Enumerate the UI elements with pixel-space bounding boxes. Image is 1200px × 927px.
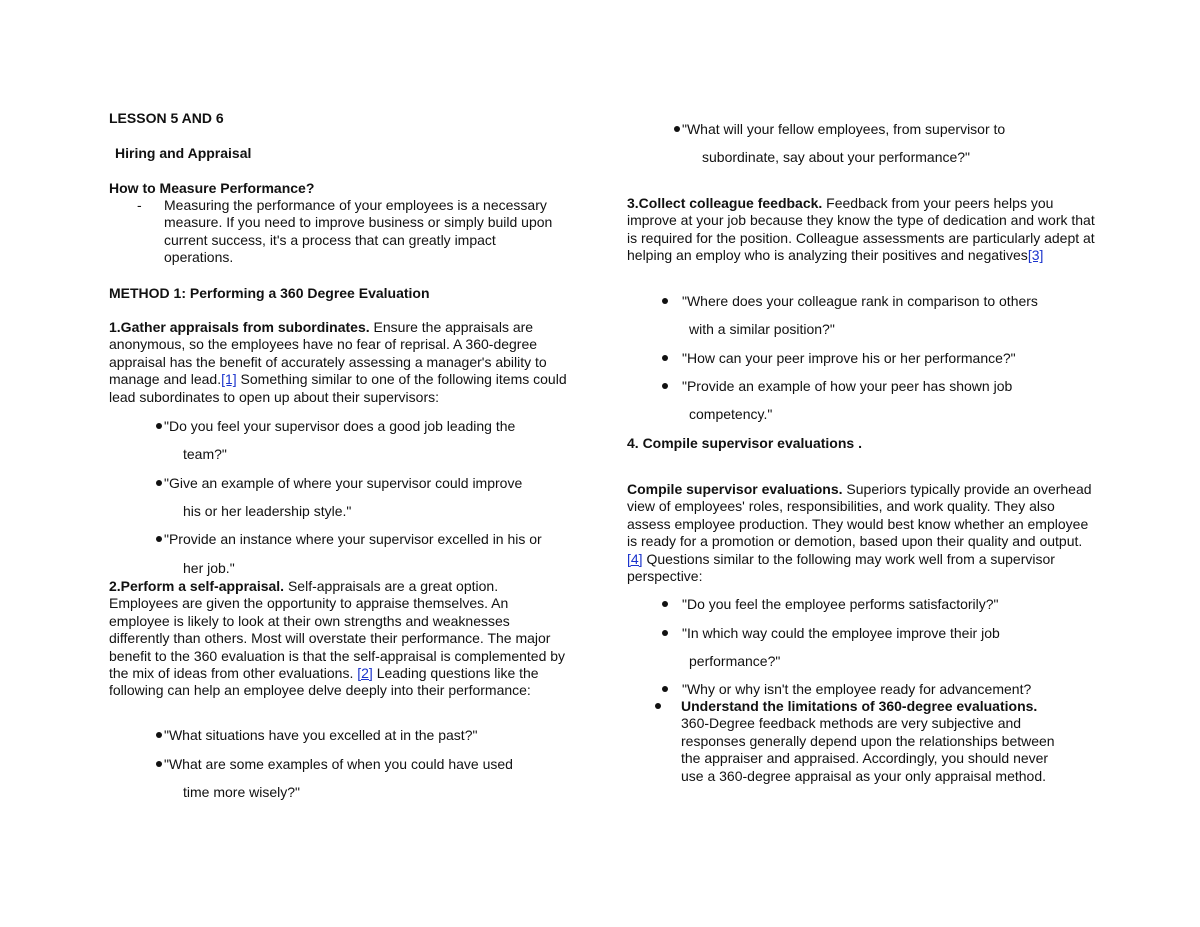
question-continuation: team?" (183, 446, 227, 462)
list-item (662, 350, 1016, 367)
step3-paragraph (627, 195, 1095, 265)
method-heading: METHOD 1: Performing a 360 Degree Evaluation (109, 285, 430, 301)
bullet-icon (156, 423, 162, 429)
question-text: "What situations have you excelled at in the past?" (164, 727, 478, 743)
list-item (662, 625, 1000, 642)
list-item (156, 531, 542, 548)
list-item (662, 293, 1038, 310)
question-text: "Provide an example of how your peer has shown job (682, 378, 1013, 394)
question-text: "Provide an instance where your supervisor excelled in his or (164, 531, 542, 547)
question-text: "Why or why isn't the employee ready for advancement? (682, 681, 1032, 697)
step3-heading: 3.Collect colleague feedback. (627, 195, 823, 211)
question-continuation: his or her leadership style." (183, 503, 352, 519)
bullet-icon (662, 601, 668, 607)
bullet-icon (156, 536, 162, 542)
question-continuation: performance?" (689, 653, 781, 669)
limitations-body: 360-Degree feedback methods are very subjective and responses generally depend upon the relationships between the appraiser and appraised. Accordingly, you should never use a 360-degree appraisal as your only appraisal method. (681, 715, 1055, 784)
bullet-icon (655, 698, 661, 715)
list-item (156, 418, 515, 435)
ref-link-2[interactable]: [2] (357, 665, 373, 682)
bullet-icon (662, 298, 668, 304)
question-text: "Where does your colleague rank in comparison to others (682, 293, 1038, 309)
question-text: "What are some examples of when you could have used (164, 756, 513, 772)
limitations-text (681, 698, 1061, 785)
bullet-icon (156, 732, 162, 738)
question-text: "Give an example of where your supervisor could improve (164, 475, 523, 491)
question-continuation: subordinate, say about your performance?" (702, 149, 971, 165)
step4-heading: Compile supervisor evaluations. (627, 481, 843, 497)
step4-text-a: Superiors typically provide an overhead view of employees' roles, responsibilities, and work quality. They also assess employee production. They would best know whether an employee is ready for a promotion or demotion, based upon their quality and output. (627, 481, 1092, 550)
bullet-icon (662, 355, 668, 361)
bullet-icon (156, 480, 162, 486)
lesson-title: LESSON 5 AND 6 (109, 110, 224, 126)
ref-link-3[interactable]: [3] (1027, 247, 1044, 264)
step4-paragraph (627, 481, 1093, 585)
step1-heading: 1.Gather appraisals from subordinates. (109, 319, 370, 335)
question-text: "What will your fellow employees, from supervisor to (682, 121, 1006, 137)
bullet-icon (674, 126, 680, 132)
list-item (662, 596, 999, 613)
question-continuation: her job." (183, 560, 235, 576)
question-continuation: time more wisely?" (183, 784, 300, 800)
bullet-icon (156, 761, 162, 767)
step2-paragraph (109, 578, 571, 700)
bullet-icon (662, 383, 668, 389)
list-item (156, 475, 522, 492)
step2-text-b: Leading questions like the following can help an employee delve deeply into their performance: (109, 665, 539, 699)
list-item (156, 727, 477, 744)
step2-text-a: Self-appraisals are a great option. Employees are given the opportunity to appraise themselves. An employee is likely to look at their own strengths and weaknesses differently than others. Most will overstate their performance. The major benefit to the 360 evaluation is that the self-appraisal is complemented by the mix of ideas from other evaluations. (109, 578, 566, 682)
step2-heading: 2.Perform a self-appraisal. (109, 578, 285, 594)
measure-text: Measuring the performance of your employees is a necessary measure. If you need to improve business or simply build upon current success, it's a process that can greatly impact operations. (164, 197, 553, 266)
bullet-icon (662, 630, 668, 636)
bullet-icon (662, 686, 668, 692)
step1-paragraph (109, 319, 577, 406)
question-text: "How can your peer improve his or her performance?" (682, 350, 1016, 366)
list-item (662, 681, 1031, 698)
step3-text-a: Feedback from your peers helps you improve at your job because they know the type of dedication and work that is required for the position. Colleague assessments are particularly adept at helping an employ who is analyzing their positives and negatives (627, 195, 1095, 264)
step4-text-b: Questions similar to the following may work well from a supervisor perspective: (627, 550, 1055, 585)
list-item (156, 756, 513, 773)
step1-text-b: Something similar to one of the following items could lead subordinates to open up about their supervisors: (109, 371, 567, 405)
question-text: "In which way could the employee improve their job (682, 625, 1000, 641)
step1-text-a: Ensure the appraisals are anonymous, so the employees have no fear of reprisal. A 360-degree appraisal has the benefit of accurately assessing a manager's ability to manage and lead. (109, 319, 547, 388)
dash-marker: - (137, 197, 142, 213)
question-continuation: competency." (689, 406, 773, 422)
list-item (674, 121, 1005, 138)
measure-heading: How to Measure Performance? (109, 180, 315, 196)
question-text: "Do you feel your supervisor does a good job leading the (164, 418, 516, 434)
ref-link-4[interactable]: [4] (627, 550, 643, 567)
list-item (662, 378, 1012, 395)
question-text: "Do you feel the employee performs satisfactorily?" (682, 596, 999, 612)
step4-heading-line: 4. Compile supervisor evaluations . (627, 435, 862, 451)
question-continuation: with a similar position?" (689, 321, 835, 337)
ref-link-1[interactable]: [1] (221, 371, 237, 388)
limitations-heading: Understand the limitations of 360-degree evaluations. (681, 698, 1038, 714)
subtitle: Hiring and Appraisal (115, 145, 252, 161)
